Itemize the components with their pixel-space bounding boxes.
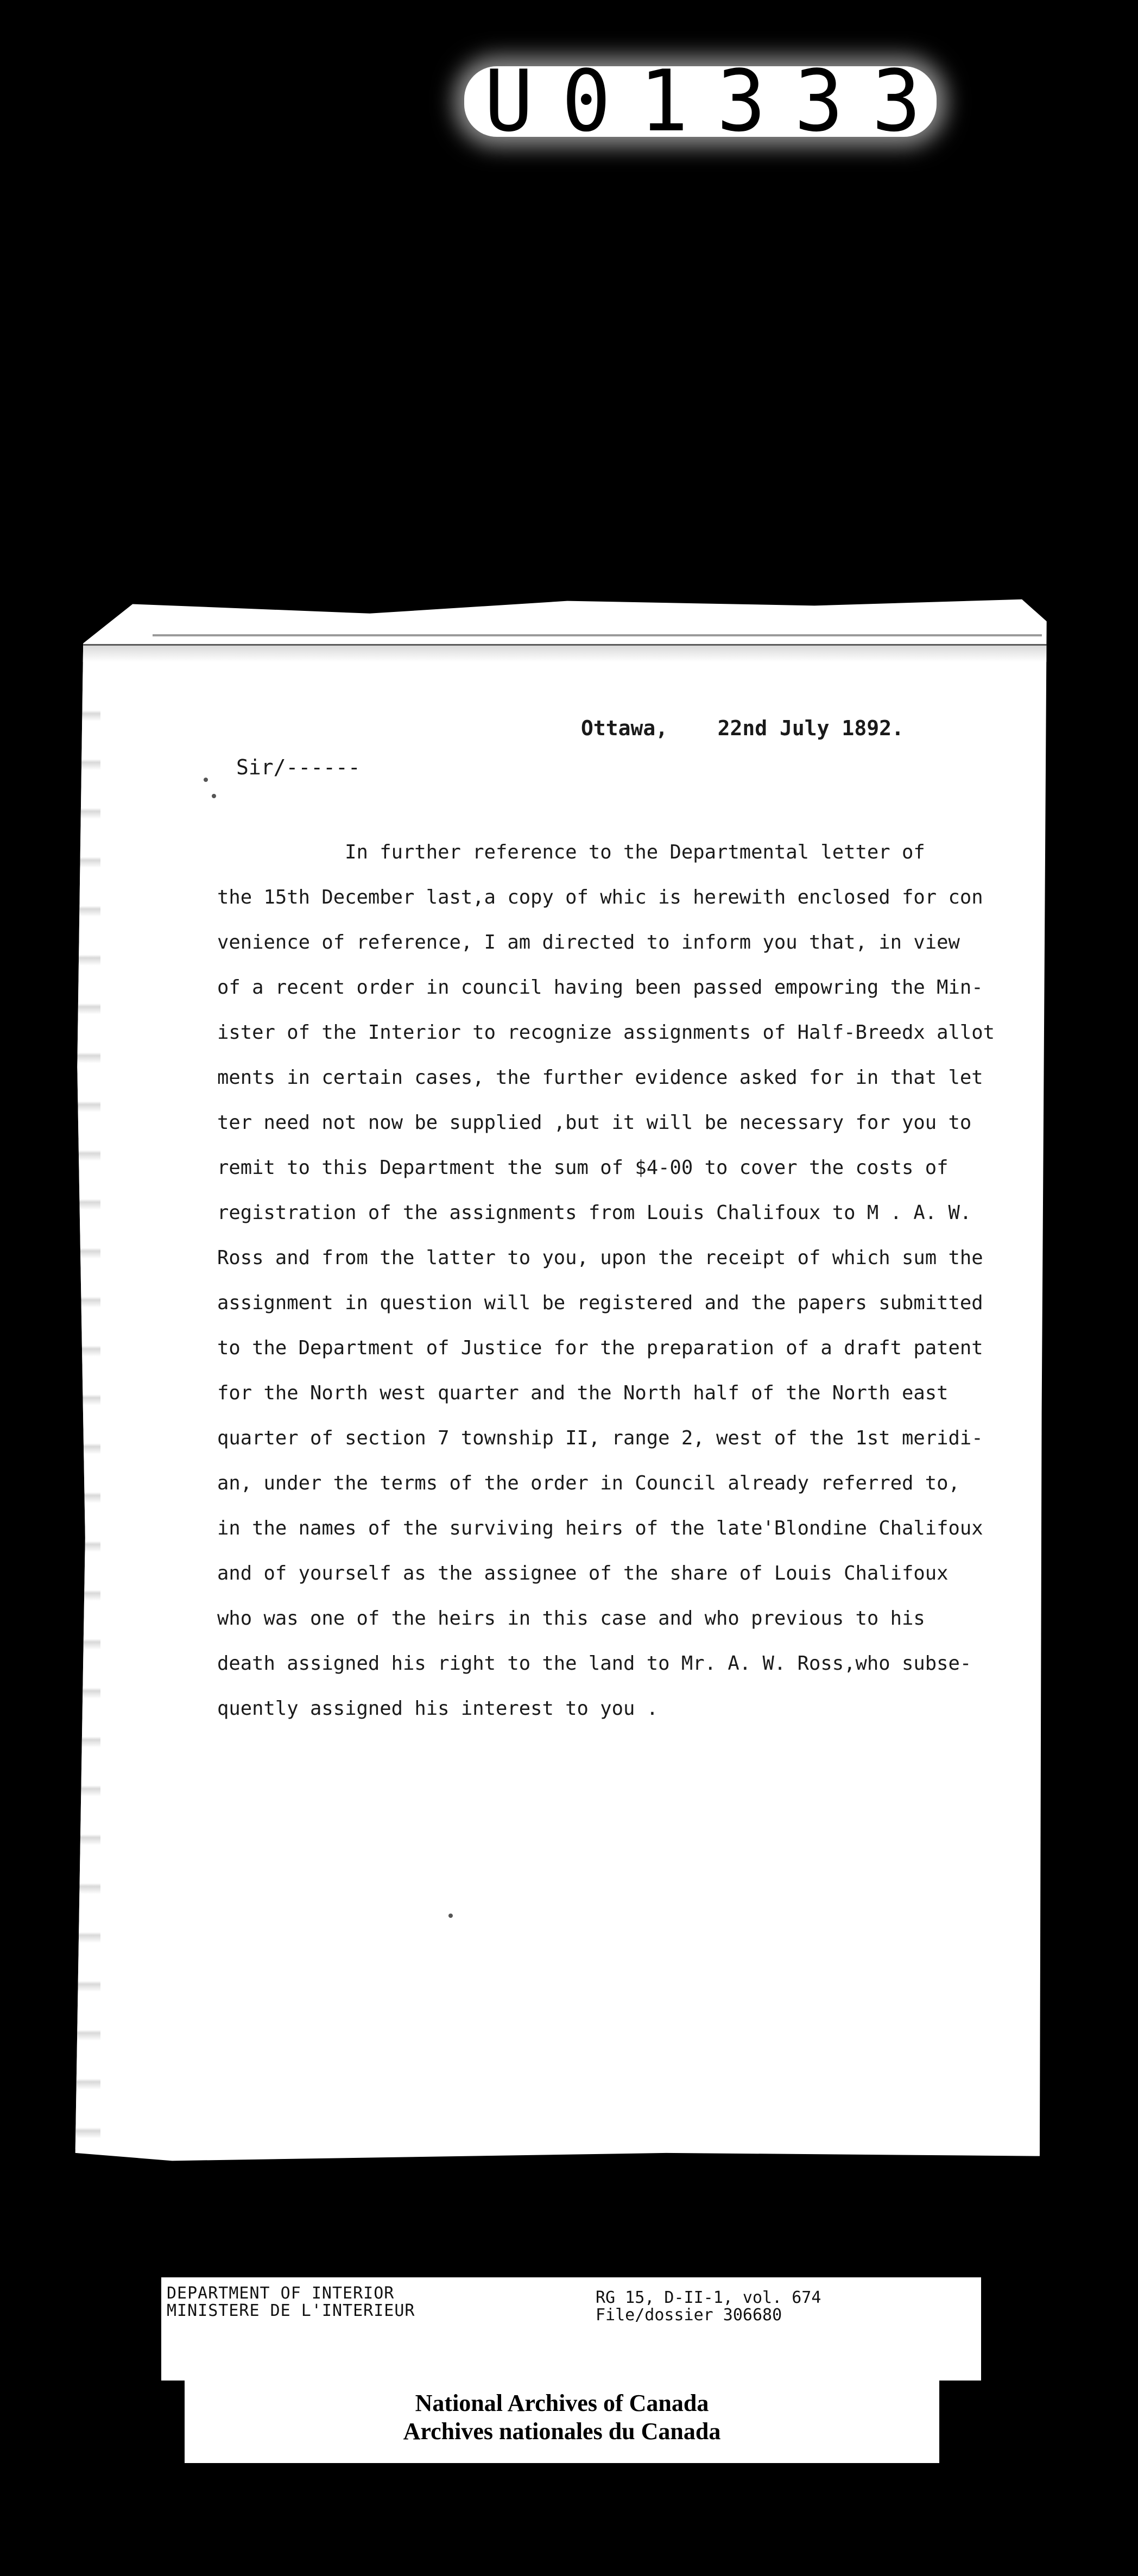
letter-dateline: Ottawa, 22nd July 1892. [581, 716, 904, 740]
department-fr: MINISTERE DE L'INTERIEUR [167, 2301, 415, 2320]
letter-line: quarter of section 7 township II, range 2, west of the 1st meridi- [217, 1427, 983, 1449]
letter-line: ister of the Interior to recognize assignments of Half-Breedx allot [217, 1021, 995, 1044]
letter-line: an, under the terms of the order in Council already referred to, [217, 1472, 960, 1494]
archive-department [167, 2285, 415, 2320]
archive-reference-label [161, 2277, 981, 2381]
sheet-fold [73, 644, 1061, 662]
sheet-torn-edge [73, 672, 100, 2149]
letter-body [217, 830, 1021, 1731]
letter-line: of a recent order in council having been passed empowring the Min- [217, 976, 983, 999]
frame-number-label [464, 52, 950, 151]
letter-salutation: Sir/------ [236, 755, 361, 779]
ink-speck [204, 778, 208, 782]
letter-line: in the names of the surviving heirs of the late'Blondine Chalifoux [217, 1517, 983, 1539]
archives-name-en: National Archives of Canada [415, 2390, 709, 2416]
letter-line: and of yourself as the assignee of the share of Louis Chalifoux [217, 1562, 949, 1584]
letter-line: the 15th December last,a copy of whic is herewith enclosed for con [217, 886, 983, 908]
record-group: RG 15, D-II-1, vol. 674 [596, 2288, 821, 2307]
letter-line: venience of reference, I am directed to inform you that, in view [217, 931, 960, 954]
letter-line: In further reference to the Departmental letter of [217, 841, 925, 863]
ink-speck [448, 1914, 453, 1918]
archives-name-fr: Archives nationales du Canada [403, 2418, 721, 2445]
ink-speck [212, 794, 216, 798]
letter-line: assignment in question will be registered and the papers submitted [217, 1292, 983, 1314]
letter-line: ter need not now be supplied ,but it will be necessary for you to [217, 1112, 972, 1134]
letter-line: death assigned his right to the land to Mr. A. W. Ross,who subse- [217, 1652, 972, 1675]
archives-banner [185, 2377, 939, 2463]
letter-line: to the Department of Justice for the preparation of a draft patent [217, 1337, 983, 1359]
letter-line: registration of the assignments from Louis Chalifoux to M . A. W. [217, 1202, 972, 1224]
department-en: DEPARTMENT OF INTERIOR [167, 2284, 395, 2303]
file-number: File/dossier 306680 [596, 2306, 782, 2325]
letter-line: quently assigned his interest to you . [217, 1697, 659, 1720]
sheet-crease [153, 634, 1042, 636]
archive-reference [596, 2289, 821, 2324]
letter-line: for the North west quarter and the North half of the North east [217, 1382, 949, 1404]
frame-number: U01333 [484, 52, 950, 151]
letter-line: who was one of the heirs in this case and who previous to his [217, 1607, 925, 1630]
letter-line: ments in certain cases, the further evidence asked for in that let [217, 1066, 983, 1089]
letter-line: remit to this Department the sum of $4-00 to cover the costs of [217, 1157, 949, 1179]
letter-line: Ross and from the latter to you, upon the receipt of which sum the [217, 1247, 983, 1269]
